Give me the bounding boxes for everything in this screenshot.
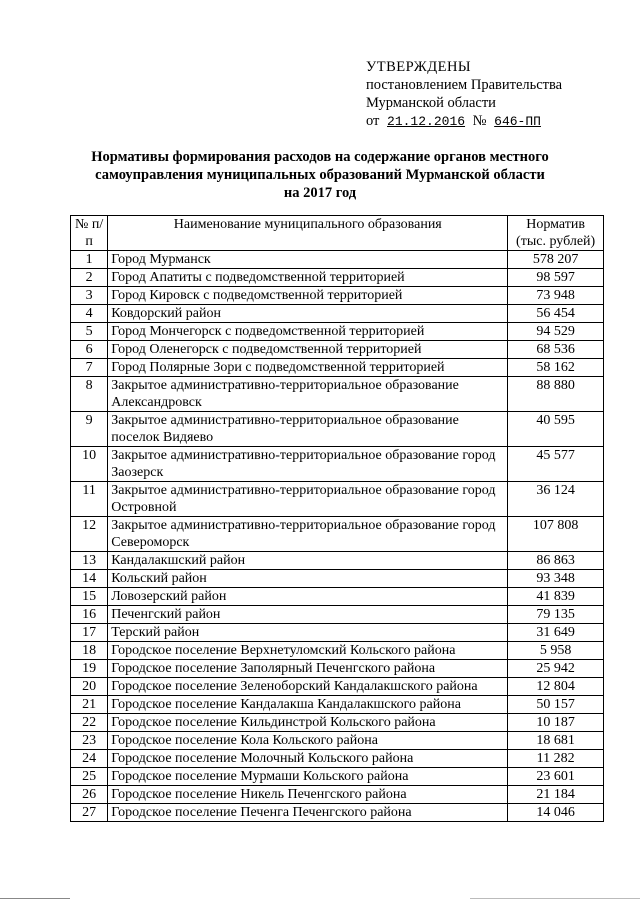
row-name: Город Мурманск <box>108 251 508 269</box>
row-name: Городское поселение Кильдинстрой Кольского района <box>108 714 508 732</box>
approval-heading: УТВЕРЖДЕНЫ <box>366 59 472 75</box>
row-value: 21 184 <box>508 786 604 804</box>
row-name: Печенгский район <box>108 606 508 624</box>
table-row <box>71 696 604 714</box>
row-num: 3 <box>71 287 108 305</box>
title-line-1: Нормативы формирования расходов на содержание органов местного <box>91 149 549 165</box>
table-row <box>71 359 604 377</box>
row-value: 68 536 <box>508 341 604 359</box>
row-name: Городское поселение Мурмаши Кольского района <box>108 768 508 786</box>
row-name: Город Апатиты с подведомственной территорией <box>108 269 508 287</box>
row-name: Кандалакшский район <box>108 552 508 570</box>
title-line-3: на 2017 год <box>283 185 357 201</box>
row-name: Закрытое административно-территориальное образование город Североморск <box>108 517 508 552</box>
table-row <box>71 447 604 482</box>
row-name: Город Полярные Зори с подведомственной территорией <box>108 359 508 377</box>
row-num: 17 <box>71 624 108 642</box>
row-num: 18 <box>71 642 108 660</box>
table-row <box>71 678 604 696</box>
table-row <box>71 606 604 624</box>
row-value: 50 157 <box>508 696 604 714</box>
row-name: Ловозерский район <box>108 588 508 606</box>
row-value: 41 839 <box>508 588 604 606</box>
table-body <box>71 251 604 822</box>
number-label: № <box>472 113 487 129</box>
row-num: 7 <box>71 359 108 377</box>
row-value: 40 595 <box>508 412 604 447</box>
row-num: 11 <box>71 482 108 517</box>
approval-number: 646-ПП <box>494 114 541 129</box>
row-num: 9 <box>71 412 108 447</box>
row-num: 12 <box>71 517 108 552</box>
row-name: Кольский район <box>108 570 508 588</box>
row-value: 94 529 <box>508 323 604 341</box>
row-num: 22 <box>71 714 108 732</box>
table-row <box>71 624 604 642</box>
row-value: 88 880 <box>508 377 604 412</box>
table-row <box>71 377 604 412</box>
table-row <box>71 660 604 678</box>
row-name: Городское поселение Зеленоборский Кандалакшского района <box>108 678 508 696</box>
row-value: 5 958 <box>508 642 604 660</box>
row-name: Закрытое административно-территориальное образование город Островной <box>108 482 508 517</box>
row-num: 19 <box>71 660 108 678</box>
row-name: Закрытое административно-территориальное образование город Заозерск <box>108 447 508 482</box>
table-row <box>71 412 604 447</box>
row-name: Закрытое административно-территориальное образование поселок Видяево <box>108 412 508 447</box>
footer-rule-right <box>470 898 640 899</box>
table-row <box>71 251 604 269</box>
row-value: 56 454 <box>508 305 604 323</box>
row-name: Городское поселение Молочный Кольского района <box>108 750 508 768</box>
from-label: от <box>366 113 380 129</box>
row-num: 13 <box>71 552 108 570</box>
row-value: 98 597 <box>508 269 604 287</box>
row-name: Городское поселение Заполярный Печенгского района <box>108 660 508 678</box>
row-name: Городское поселение Верхнетуломский Кольского района <box>108 642 508 660</box>
header-value: Норматив (тыс. рублей) <box>508 216 604 251</box>
row-value: 45 577 <box>508 447 604 482</box>
row-num: 5 <box>71 323 108 341</box>
row-num: 16 <box>71 606 108 624</box>
row-value: 12 804 <box>508 678 604 696</box>
table-row <box>71 804 604 822</box>
table-row <box>71 341 604 359</box>
header-name: Наименование муниципального образования <box>108 216 508 251</box>
table-row <box>71 570 604 588</box>
norms-table <box>70 215 604 822</box>
table-row <box>71 714 604 732</box>
row-value: 86 863 <box>508 552 604 570</box>
row-num: 1 <box>71 251 108 269</box>
approval-date: 21.12.2016 <box>387 114 466 129</box>
table-row <box>71 305 604 323</box>
row-num: 6 <box>71 341 108 359</box>
table-row <box>71 287 604 305</box>
row-value: 25 942 <box>508 660 604 678</box>
row-name: Город Оленегорск с подведомственной территорией <box>108 341 508 359</box>
row-value: 23 601 <box>508 768 604 786</box>
row-num: 2 <box>71 269 108 287</box>
row-num: 21 <box>71 696 108 714</box>
table-row <box>71 269 604 287</box>
row-value: 58 162 <box>508 359 604 377</box>
row-value: 14 046 <box>508 804 604 822</box>
row-num: 27 <box>71 804 108 822</box>
row-value: 578 207 <box>508 251 604 269</box>
table-row <box>71 323 604 341</box>
row-name: Ковдорский район <box>108 305 508 323</box>
approval-block <box>366 58 562 131</box>
document-title <box>0 148 640 202</box>
row-name: Закрытое административно-территориальное образование Александровск <box>108 377 508 412</box>
row-num: 15 <box>71 588 108 606</box>
row-num: 23 <box>71 732 108 750</box>
row-num: 25 <box>71 768 108 786</box>
table-row <box>71 768 604 786</box>
row-name: Городское поселение Кола Кольского района <box>108 732 508 750</box>
row-num: 4 <box>71 305 108 323</box>
row-value: 79 135 <box>508 606 604 624</box>
table-row <box>71 552 604 570</box>
row-name: Город Кировск с подведомственной территорией <box>108 287 508 305</box>
table-row <box>71 517 604 552</box>
approval-line-1: постановлением Правительства <box>366 77 563 93</box>
header-num: № п/п <box>71 216 108 251</box>
table-header-row <box>71 216 604 251</box>
row-num: 8 <box>71 377 108 412</box>
row-num: 26 <box>71 786 108 804</box>
title-line-2: самоуправления муниципальных образований Мурманской области <box>95 167 545 183</box>
row-name: Городское поселение Кандалакша Кандалакшского района <box>108 696 508 714</box>
row-num: 24 <box>71 750 108 768</box>
table-row <box>71 786 604 804</box>
row-value: 107 808 <box>508 517 604 552</box>
table-row <box>71 642 604 660</box>
row-value: 73 948 <box>508 287 604 305</box>
row-value: 10 187 <box>508 714 604 732</box>
row-value: 31 649 <box>508 624 604 642</box>
row-num: 10 <box>71 447 108 482</box>
row-value: 36 124 <box>508 482 604 517</box>
row-value: 11 282 <box>508 750 604 768</box>
row-value: 93 348 <box>508 570 604 588</box>
row-name: Город Мончегорск с подведомственной территорией <box>108 323 508 341</box>
table-row <box>71 732 604 750</box>
row-value: 18 681 <box>508 732 604 750</box>
approval-line-2: Мурманской области <box>366 95 496 111</box>
approval-doc-line <box>366 112 562 131</box>
table-row <box>71 482 604 517</box>
row-num: 20 <box>71 678 108 696</box>
row-name: Городское поселение Печенга Печенгского района <box>108 804 508 822</box>
row-name: Терский район <box>108 624 508 642</box>
table-row <box>71 750 604 768</box>
table-row <box>71 588 604 606</box>
row-num: 14 <box>71 570 108 588</box>
footer-rule-left <box>0 898 70 899</box>
row-name: Городское поселение Никель Печенгского района <box>108 786 508 804</box>
